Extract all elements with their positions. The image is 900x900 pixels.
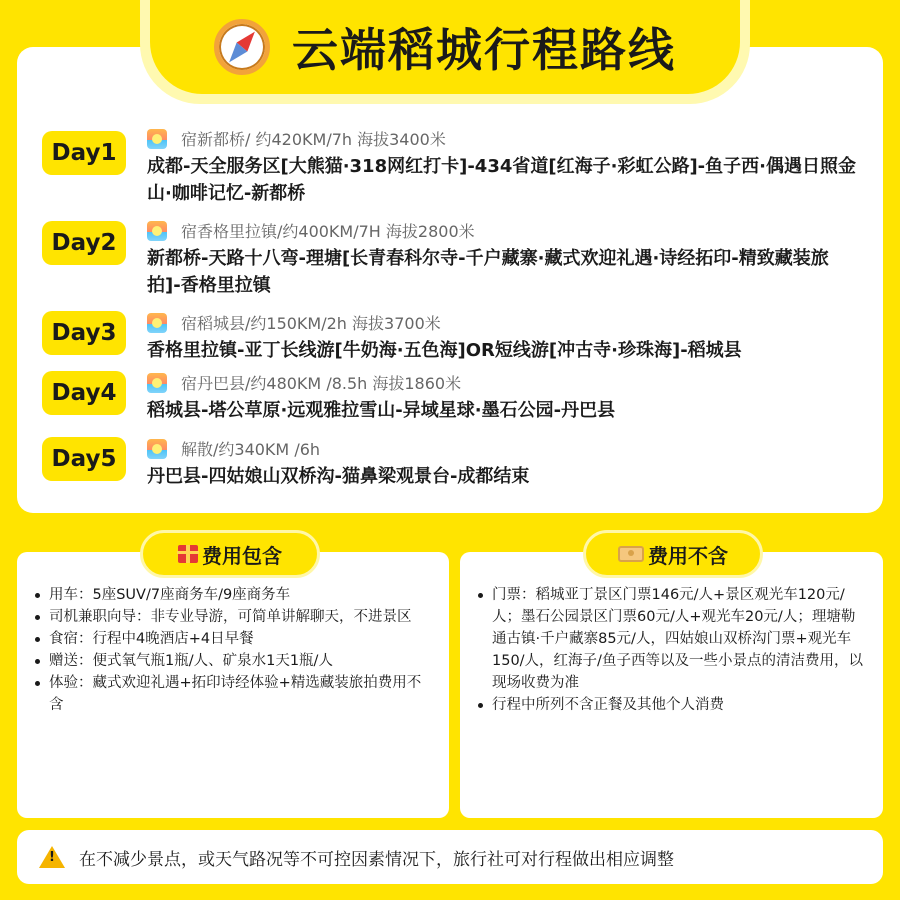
sunrise-icon — [147, 373, 167, 393]
list-item: 食宿：行程中4晚酒店+4日早餐 — [35, 628, 435, 650]
day-meta — [147, 219, 475, 242]
day-meta-text: 解散/约340KM /6h — [181, 440, 321, 459]
day-meta — [147, 127, 446, 150]
day-badge: Day4 — [42, 371, 126, 415]
day-route: 新都桥-天路十八弯-理塘[长青春科尔寺-千户藏寨·藏式欢迎礼遇·诗经拓印-精致藏装旅拍]-香格里拉镇 — [147, 248, 829, 296]
day-meta-text: 宿香格里拉镇/约400KM/7H 海拔2800米 — [181, 222, 475, 241]
day-badge: Day1 — [42, 131, 126, 175]
notice-bar — [17, 830, 883, 884]
day-route: 丹巴县-四姑娘山双桥沟-猫鼻梁观景台-成都结束 — [147, 466, 530, 487]
day-meta — [147, 437, 320, 460]
excluded-title: 费用不含 — [648, 543, 728, 568]
excluded-tab — [583, 530, 763, 578]
sunrise-icon — [147, 221, 167, 241]
list-item: 行程中所列不含正餐及其他个人消费 — [478, 694, 869, 716]
warning-icon — [39, 846, 65, 868]
day-badge: Day5 — [42, 437, 126, 481]
day-route: 香格里拉镇-亚丁长线游[牛奶海·五色海]OR短线游[冲古寺·珍珠海]-稻城县 — [147, 340, 742, 361]
day-route: 稻城县-塔公草原·远观雅拉雪山-异域星球·墨石公园-丹巴县 — [147, 400, 616, 421]
sunrise-icon — [147, 129, 167, 149]
list-item: 体验：藏式欢迎礼遇+拓印诗经体验+精选藏装旅拍费用不含 — [35, 672, 435, 716]
gift-icon — [178, 545, 198, 563]
list-item: 司机兼职向导：非专业导游，可简单讲解聊天，不进景区 — [35, 606, 435, 628]
money-icon — [618, 546, 644, 562]
sunrise-icon — [147, 439, 167, 459]
day-meta — [147, 311, 441, 334]
included-title: 费用包含 — [202, 543, 282, 568]
day-meta-text: 宿丹巴县/约480KM /8.5h 海拔1860米 — [181, 374, 462, 393]
included-tab — [140, 530, 320, 578]
day-badge: Day3 — [42, 311, 126, 355]
page-title: 云端稻城行程路线 — [292, 23, 676, 77]
included-panel — [17, 552, 449, 818]
day-meta — [147, 371, 461, 394]
compass-icon — [214, 19, 270, 75]
day-route: 成都-天全服务区[大熊猫·318网红打卡]-434省道[红海子·彩虹公路]-鱼子西·偶遇日照金山·咖啡记忆-新都桥 — [147, 156, 856, 204]
included-list — [35, 584, 435, 716]
header — [150, 0, 740, 94]
list-item: 赠送：便式氧气瓶1瓶/人、矿泉水1天1瓶/人 — [35, 650, 435, 672]
sunrise-icon — [147, 313, 167, 333]
excluded-panel — [460, 552, 883, 818]
list-item: 用车：5座SUV/7座商务车/9座商务车 — [35, 584, 435, 606]
itinerary-card — [17, 47, 883, 513]
notice-text: 在不减少景点，或天气路况等不可控因素情况下，旅行社可对行程做出相应调整 — [79, 849, 674, 870]
list-item: 门票：稻城亚丁景区门票146元/人+景区观光车120元/人；墨石公园景区门票60元/人+观光车20元/人；理塘勒通古镇·千户藏寨85元/人，四姑娘山双桥沟门票+观光车150/人，红海子/鱼子西等以及一些小景点的清洁费用，以现场收费为准 — [478, 584, 869, 694]
excluded-list — [478, 584, 869, 716]
day-badge: Day2 — [42, 221, 126, 265]
day-meta-text: 宿稻城县/约150KM/2h 海拔3700米 — [181, 314, 441, 333]
day-meta-text: 宿新都桥/ 约420KM/7h 海拔3400米 — [181, 130, 446, 149]
